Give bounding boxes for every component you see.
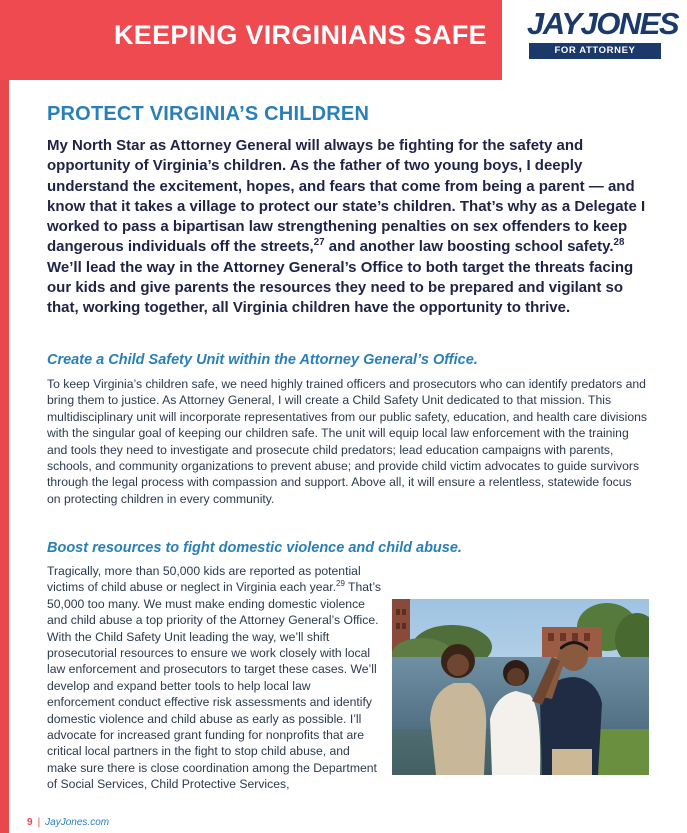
header-title: KEEPING VIRGINIANS SAFE: [114, 20, 487, 50]
dv-text-1: Tragically, more than 50,000 kids are reported as potential victims of child abuse or neglect in Virginia each year.: [47, 564, 361, 595]
child-safety-unit-paragraph: To keep Virginia’s children safe, we need highly trained officers and prosecutors who can identify predators and bring them to justice. As Attorney General, I will create a Child Safety Unit dedicated to that mission. This multidisciplinary unit will incorporate representatives from our public safety, education, and health care divisions with the singular goal of keeping our children safe. The unit will equip local law enforcement with the training and tools they need to investigate and prosecute child predators; lead education campaigns with parents, schools, and community organizations to prevent abuse; and provide child victim advocates to guide survivors through the legal process with compassion and support. Above all, it will ensure a relentless, statewide focus on protecting children in every community.: [47, 377, 647, 506]
section-heading: PROTECT VIRGINIA’S CHILDREN: [47, 103, 370, 125]
logo-tagline: FOR ATTORNEY GENERAL: [529, 43, 661, 59]
page-number: 9: [27, 817, 33, 828]
intro-text-2: and another law boosting school safety.: [324, 238, 614, 256]
domestic-violence-paragraph: [47, 563, 381, 793]
campaign-logo: [527, 6, 679, 72]
intro-text-3: We’ll lead the way in the Attorney General’s Office to both target the threats facing our kids and give parents the resources they need to be prepared and vigilant so that, working together, all Virginia children have the opportunity to thrive.: [47, 258, 634, 317]
subheading-child-safety-unit: Create a Child Safety Unit within the Attorney General’s Office.: [47, 352, 478, 368]
intro-paragraph: [47, 136, 653, 319]
intro-text-1: My North Star as Attorney General will always be fighting for the safety and opportunity of Virginia’s children. As the father of two young boys, I deeply understand the excitement, hopes, and fears that come from being a parent — and know that it takes a village to protect our state’s children. That’s why as a Delegate I worked to pass a bipartisan law strengthening penalties on sex offenders to keep dangerous individuals off the streets,: [47, 137, 646, 256]
subheading-domestic-violence: Boost resources to fight domestic violence and child abuse.: [47, 540, 462, 556]
family-photo: [392, 599, 649, 775]
footnote-ref-29: 29: [336, 579, 345, 589]
left-accent-bar: [0, 0, 9, 833]
footnote-ref-27: 27: [313, 237, 325, 249]
page-footer: [27, 817, 109, 828]
footer-separator: |: [37, 817, 41, 828]
header-banner: [0, 0, 502, 80]
dv-text-2: That’s 50,000 too many. We must make ending domestic violence and child abuse a top priority of the Attorney General’s Office. With the Child Safety Unit leading the way, we’ll shift prosecutorial resources to ensure we work closely with local law enforcement and prosecutors to target these cases. We’ll develop and expand better tools to help local law enforcement conduct effective risk assessments and identify domestic violence and child abuse as early as possible. I’ll advocate for increased grant funding for nonprofits that are critical local partners in the fight to stop child abuse, and make sure there is close coordination among the Department of Social Services, Child Protective Services,: [47, 580, 381, 792]
footer-website-link[interactable]: JayJones.com: [45, 817, 110, 828]
footnote-ref-28: 28: [613, 237, 625, 249]
logo-name: JAYJONES: [527, 6, 679, 41]
